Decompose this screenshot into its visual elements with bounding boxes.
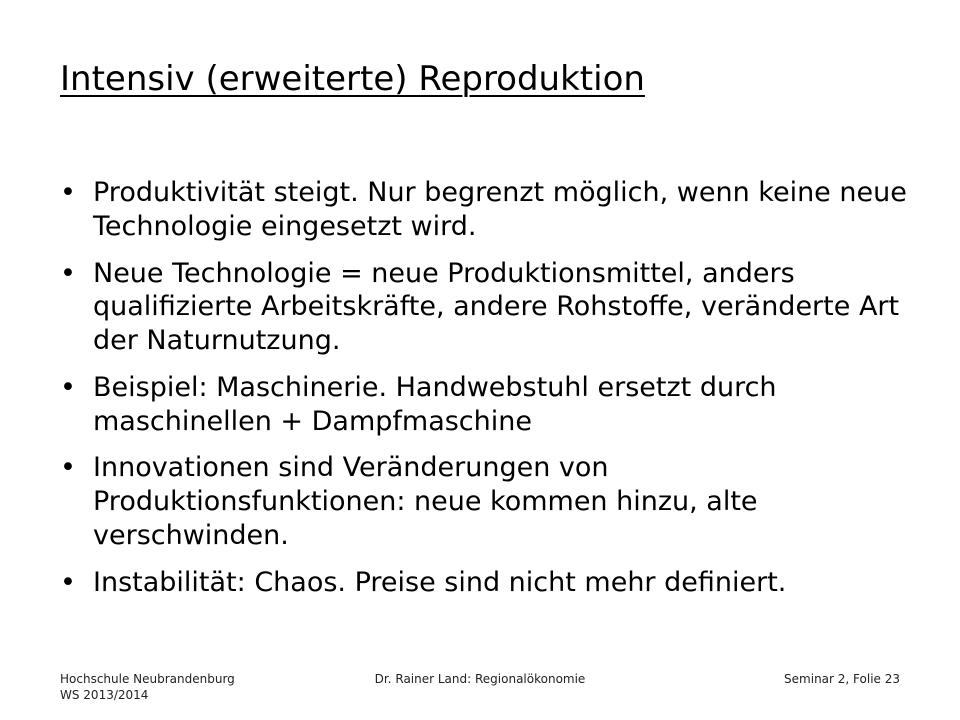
bullet-item-3 — [60, 371, 910, 439]
bullet-text-3: Beispiel: Maschinerie. Handwebstuhl ersetzt durch maschinellen + Dampfmaschine — [93, 371, 777, 437]
bullet-text-4: Innovationen sind Veränderungen von Produktionsfunktionen: neue kommen hinzu, alte verschwinden. — [93, 452, 758, 551]
slide-title: Intensiv (erweiterte) Reproduktion — [60, 59, 645, 99]
bullet-item-4 — [60, 451, 910, 552]
bullet-icon: • — [60, 566, 76, 598]
bullet-item-5 — [60, 566, 910, 600]
footer-author: Dr. Rainer Land: Regionalökonomie — [374, 672, 586, 686]
footer-slide-number: Seminar 2, Folie 23 — [784, 672, 900, 686]
bullet-icon: • — [60, 257, 76, 289]
bullet-icon: • — [60, 452, 76, 484]
bullet-item-1 — [60, 176, 910, 244]
footer-semester: WS 2013/2014 — [60, 688, 149, 703]
bullet-item-2 — [60, 257, 910, 358]
footer-institution-name: Hochschule Neubrandenburg — [60, 672, 235, 686]
bullet-text-2: Neue Technologie = neue Produktionsmittel, anders qualifizierte Arbeitskräfte, andere Rohstoffe, veränderte Art der Naturnutzung. — [93, 257, 900, 356]
footer-institution — [60, 671, 235, 703]
bullet-list — [60, 176, 910, 612]
bullet-icon: • — [60, 177, 76, 208]
bullet-text-5: Instabilität: Chaos. Preise sind nicht mehr definiert. — [93, 566, 787, 598]
bullet-icon: • — [60, 371, 76, 403]
bullet-text-1: Produktivität steigt. Nur begrenzt möglich, wenn keine neue Technologie eingesetzt wird. — [93, 177, 907, 242]
